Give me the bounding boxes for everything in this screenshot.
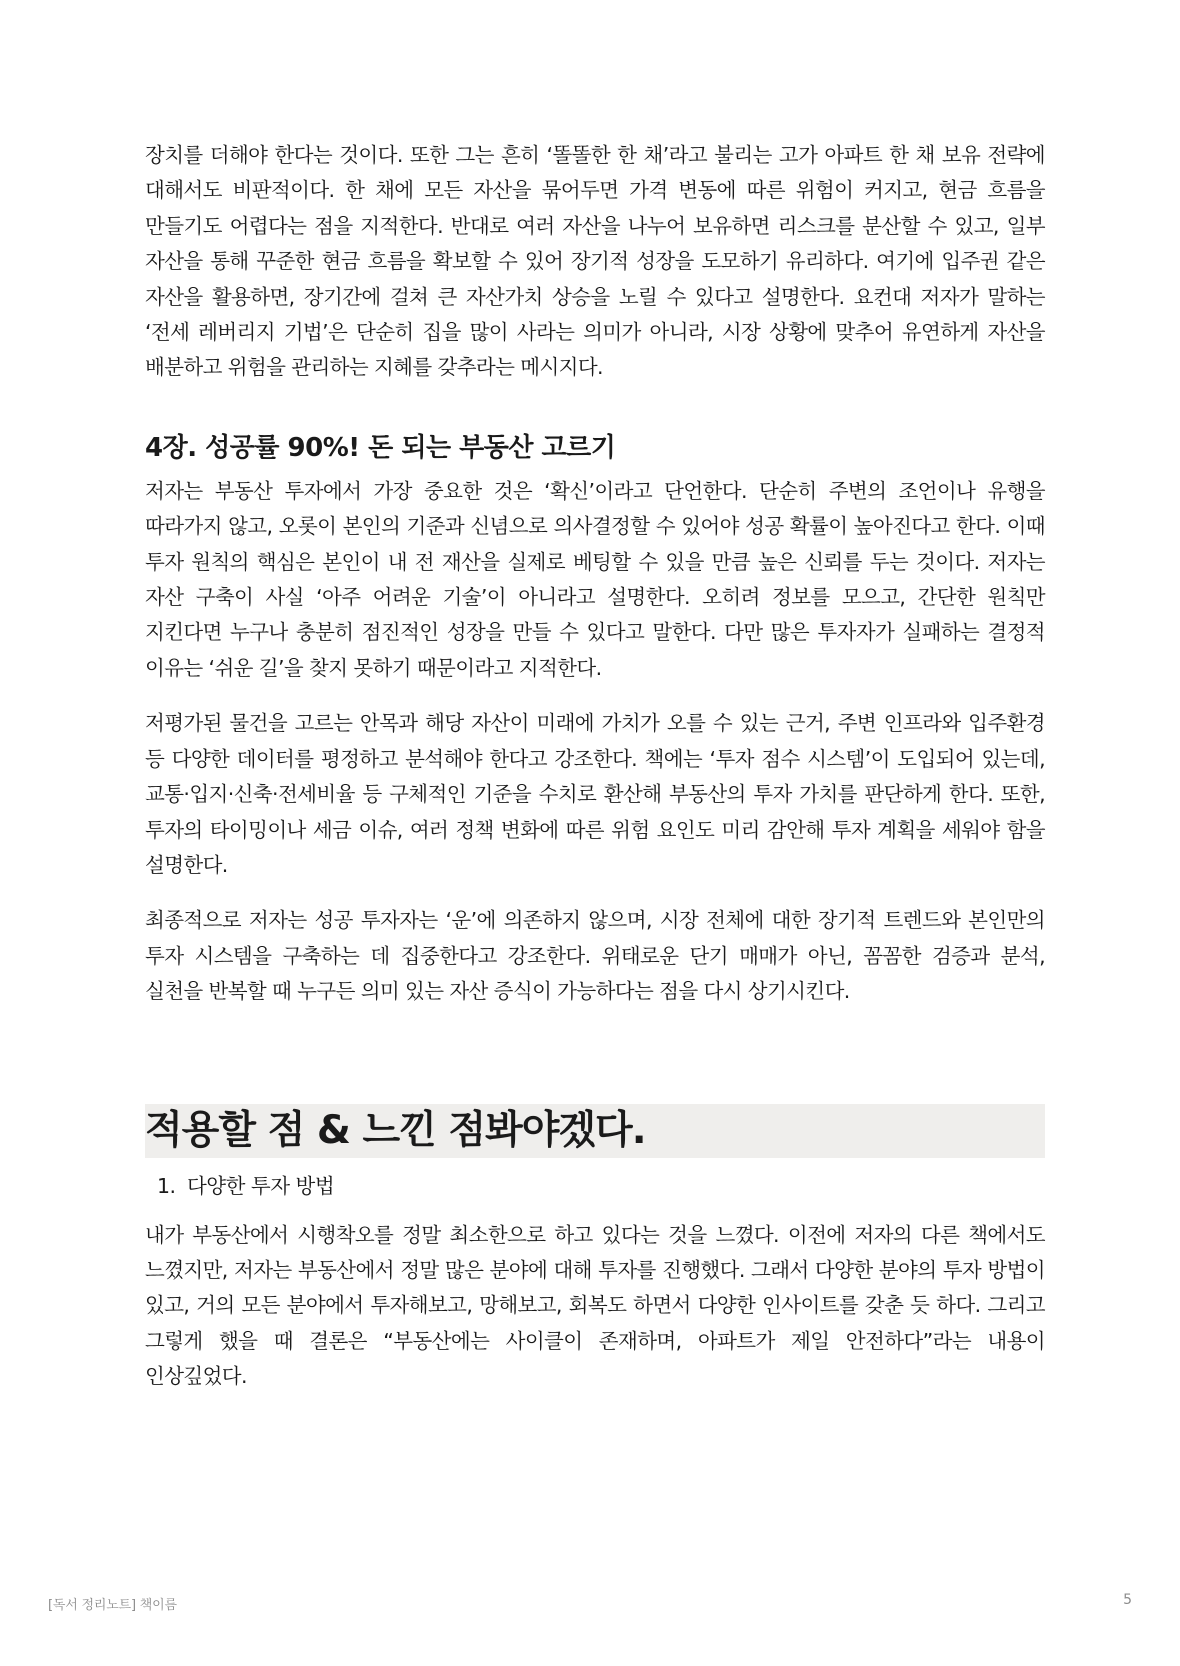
- list-item-number: 1.: [157, 1173, 176, 1198]
- chapter-4-paragraph-1: 저자는 부동산 투자에서 가장 중요한 것은 ‘확신’이라고 단언한다. 단순히 주변의 조언이나 유행을 따라가지 않고, 오롯이 본인의 기준과 신념으로 의사결정할 수 있어야 성공 확률이 높아진다고 한다. 이때 투자 원칙의 핵심은 본인이 내 전 재산을 실제로 베팅할 수 있을 만큼 높은 신뢰를 두는 것이다. 저자는 자산 구축이 사실 ‘아주 어려운 기술’이 아니라고 설명한다. 오히려 정보를 모으고, 간단한 원칙만 지킨다면 누구나 충분히 점진적인 성장을 만들 수 있다고 말한다. 다만 많은 투자자가 실패하는 결정적 이유는 ‘쉬운 길’을 찾지 못하기 때문이라고 지적한다.: [145, 478, 1045, 680]
- numbered-list-item: [145, 1168, 1045, 1204]
- apply-section-heading-block: [145, 1104, 1045, 1158]
- chapter-4-paragraph-2: 저평가된 물건을 고르는 안목과 해당 자산이 미래에 가치가 오를 수 있는 근거, 주변 인프라와 입주환경 등 다양한 데이터를 평정하고 분석해야 한다고 강조한다. 책에는 ‘투자 점수 시스템’이 도입되어 있는데, 교통·입지·신축·전세비율 등 구체적인 기준을 수치로 환산해 부동산의 투자 가치를 판단하게 한다. 또한, 투자의 타이밍이나 세금 이슈, 여러 정책 변화에 따른 위험 요인도 미리 감안해 투자 계획을 세워야 함을 설명한다.: [145, 711, 1045, 877]
- apply-section-paragraph: 내가 부동산에서 시행착오를 정말 최소한으로 하고 있다는 것을 느꼈다. 이전에 저자의 다른 책에서도 느꼈지만, 저자는 부동산에서 정말 많은 분야에 대해 투자를 진행했다. 그래서 다양한 분야의 투자 방법이 있고, 거의 모든 분야에서 투자해보고, 망해보고, 회복도 하면서 다양한 인사이트를 갖춘 듯 하다. 그리고 그렇게 했을 때 결론은 “부동산에는 사이클이 존재하며, 아파트가 제일 안전하다”라는 내용이 인상깊었다.: [145, 1222, 1045, 1389]
- apply-section-heading: 적용할 점 & 느낀 점봐야겠다.: [145, 1107, 646, 1153]
- footer-document-title: [독서 정리노트] 책이름: [48, 1598, 177, 1613]
- list-item-label: 다양한 투자 방법: [187, 1173, 335, 1198]
- footer-page-number: 5: [1123, 1592, 1132, 1608]
- chapter-4-heading: 4장. 성공률 90%! 돈 되는 부동산 고르기: [145, 432, 616, 463]
- chapter-4-paragraph-3: 최종적으로 저자는 성공 투자자는 ‘운’에 의존하지 않으며, 시장 전체에 대한 장기적 트렌드와 본인만의 투자 시스템을 구축하는 데 집중한다고 강조한다. 위태로운 단기 매매가 아닌, 꼼꼼한 검증과 분석, 실천을 반복할 때 누구든 의미 있는 자산 증식이 가능하다는 점을 다시 상기시킨다.: [145, 908, 1045, 1004]
- body-paragraph-intro: 장치를 더해야 한다는 것이다. 또한 그는 흔히 ‘똘똘한 한 채’라고 불리는 고가 아파트 한 채 보유 전략에 대해서도 비판적이다. 한 채에 모든 자산을 묶어두면 가격 변동에 따른 위험이 커지고, 현금 흐름을 만들기도 어렵다는 점을 지적한다. 반대로 여러 자산을 나누어 보유하면 리스크를 분산할 수 있고, 일부 자산을 통해 꾸준한 현금 흐름을 확보할 수 있어 장기적 성장을 도모하기 유리하다. 여기에 입주권 같은 자산을 활용하면, 장기간에 걸쳐 큰 자산가치 상승을 노릴 수 있다고 설명한다. 요컨대 저자가 말하는 ‘전세 레버리지 기법’은 단순히 집을 많이 사라는 의미가 아니라, 시장 상황에 맞추어 유연하게 자산을 배분하고 위험을 관리하는 지혜를 갖추라는 메시지다.: [145, 143, 1045, 380]
- page-content: [145, 138, 1045, 1415]
